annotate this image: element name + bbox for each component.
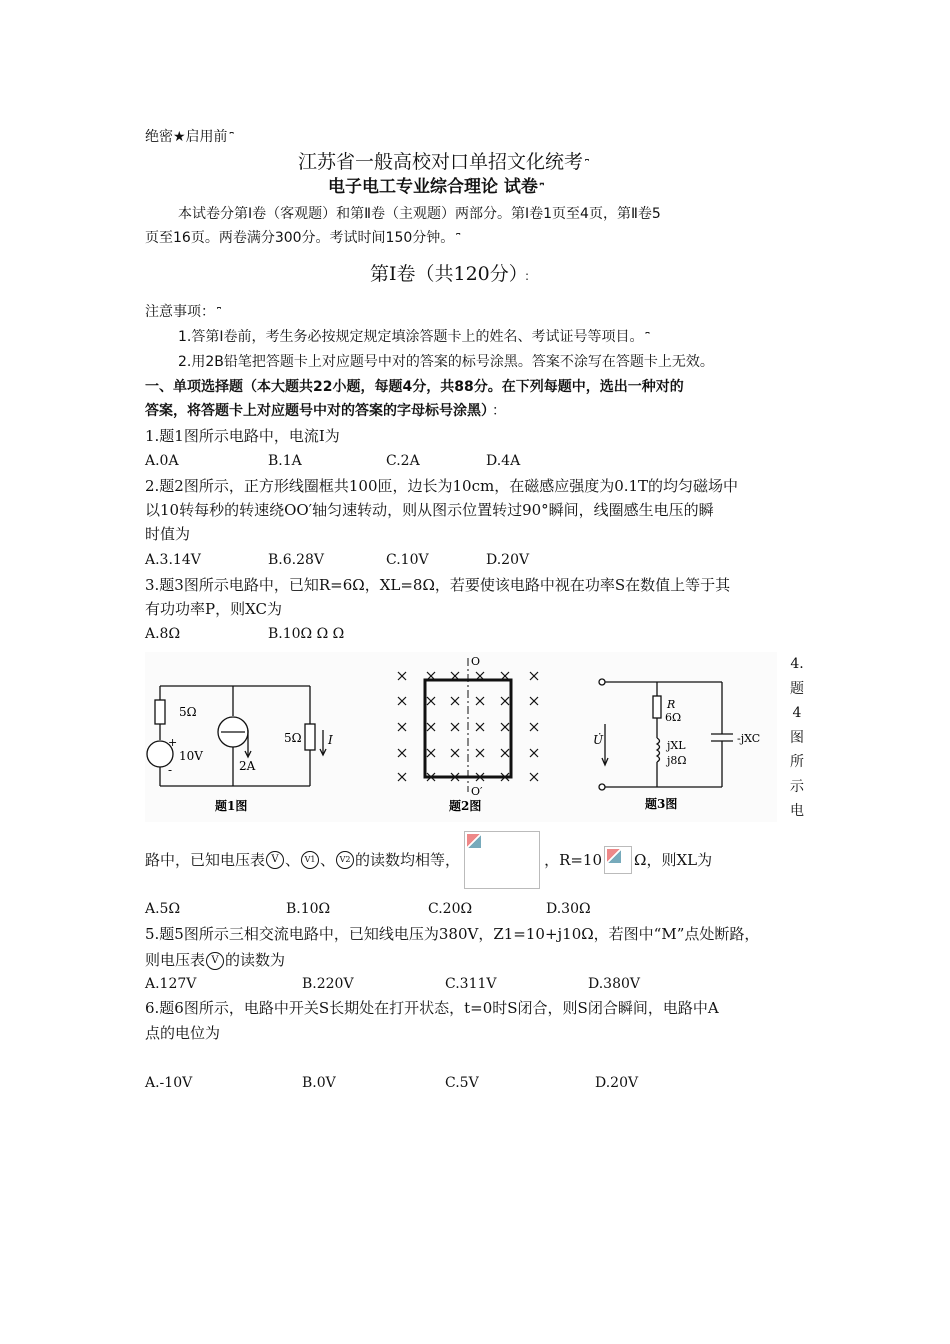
- q4-side-char: 电: [790, 803, 804, 819]
- q6-stem-line-2: 点的电位为: [145, 1024, 221, 1042]
- intro-line-1: 本试卷分第Ⅰ卷（客观题）和第Ⅱ卷（主观题）两部分。第Ⅰ卷1页至4页，第Ⅱ卷5: [178, 206, 661, 222]
- q1-option-a: A.0A: [145, 453, 179, 469]
- q6-stem-line-1: 6.题6图所示，电路中开关S长期处在打开状态，t=0时S闭合，则S闭合瞬间，电路中A: [145, 999, 719, 1017]
- notes-heading: 注意事项： ⎴: [145, 304, 221, 320]
- q4-side-char: 4.: [790, 656, 804, 672]
- q1-stem: 1.题1图所示电路中，电流I为: [145, 427, 340, 445]
- fig2-axis-bottom-label: O′: [471, 785, 483, 798]
- voltmeter-v1-icon: V1: [301, 851, 319, 869]
- q4-side-char: 示: [790, 778, 804, 795]
- q4-option-a: A.5Ω: [145, 901, 181, 917]
- q2-option-c: C.10V: [386, 552, 429, 568]
- q2-option-d: D.20V: [486, 552, 530, 568]
- q6-option-b: B.0V: [302, 1075, 336, 1091]
- q5-stem-line-1: 5.题5图所示三相交流电路中，已知线电压为380V，Z1=10+j10Ω，若图中“M”点处断路，: [145, 925, 760, 943]
- fig1-r1-label: 5Ω: [179, 705, 197, 719]
- fig1-plus-label: +: [168, 736, 178, 749]
- notes-item-2: 2.用2B铅笔把答题卡上对应题号中对的答案的标号涂黑。答案不涂写在答题卡上无效。: [178, 354, 714, 370]
- fig1-r2-label: 5Ω: [284, 731, 302, 745]
- secret-label: 绝密★启用前 ⎴: [145, 129, 234, 145]
- paper-title: 电子电工专业综合理论 试卷 ⎴: [328, 177, 544, 197]
- section-heading-line-2: 答案，将答题卡上对应题号中对的答案的字母标号涂黑） ：: [145, 403, 506, 419]
- q1-option-b: B.1A: [268, 453, 302, 469]
- fig1-caption: 题1图: [215, 799, 248, 813]
- q4-side-char: 题: [790, 680, 804, 697]
- q4-side-char: 4: [792, 705, 802, 721]
- fig3-r-value: 6Ω: [665, 711, 682, 724]
- q5-option-c: C.311V: [445, 976, 497, 992]
- q3-stem-line-2: 有功功率P，则XC为: [145, 600, 282, 618]
- q4-side-text: [787, 652, 807, 824]
- fig1-minus-label: -: [168, 763, 173, 777]
- fig2-axis-top-label: O: [471, 655, 481, 668]
- q4-side-char: 所: [790, 754, 804, 770]
- voltmeter-v-icon: V: [266, 851, 284, 869]
- part-title: 第Ⅰ卷（共120分） ：: [370, 263, 537, 285]
- q2-stem-line-1: 2.题2图所示，正方形线圈框共100匝，边长为10cm，在磁感应强度为0.1T的均匀磁场中: [145, 477, 739, 495]
- q2-stem-line-2: 以10转每秒的转速绕OO′轴匀速转动，则从图示位置转过90°瞬间，线圈感生电压的瞬: [145, 501, 714, 519]
- notes-item-1: 1.答第Ⅰ卷前，考生务必按规定规定填涂答题卡上的姓名、考试证号等项目。 ⎴: [178, 329, 650, 345]
- q4-side-char: 图: [790, 729, 804, 746]
- intro-line-2: 页至16页。两卷满分300分。考试时间150分钟。 ⎴: [145, 230, 461, 246]
- q3-option-b: B.10Ω Ω Ω: [268, 626, 345, 642]
- fig1-source-v-label: 10V: [179, 749, 203, 763]
- exam-title: 江苏省一般高校对口单招文化统考 ⎴: [298, 151, 590, 173]
- q1-option-d: D.4A: [486, 453, 521, 469]
- q4-option-b: B.10Ω: [286, 901, 331, 917]
- q3-stem-line-1: 3.题3图所示电路中，已知R=6Ω，XL=8Ω，若要使该电路中视在功率S在数值上等于其: [145, 576, 731, 594]
- q2-stem-line-3: 时值为: [145, 525, 191, 543]
- q5-stem-line-2: 则电压表 V 的读数为: [145, 951, 286, 969]
- voltmeter-v-icon: V: [206, 952, 224, 970]
- q4-stem: 路中，已知电压表 V 、 V1 、 V2 的读数均相等， ，R=10 Ω，则XL为: [145, 828, 712, 890]
- q5-option-a: A.127V: [145, 976, 197, 992]
- fig3-xc-label: -jXC: [737, 732, 761, 745]
- voltmeter-v2-icon: V2: [336, 851, 354, 869]
- fig3-caption: 题3图: [645, 797, 678, 811]
- fig3-r-label: R: [667, 698, 676, 711]
- q4-option-d: D.30Ω: [546, 901, 591, 917]
- fig3-xl-label: jXL: [667, 739, 686, 752]
- figure-strip: [145, 652, 777, 822]
- section-heading-line-1: 一、单项选择题（本大题共22小题，每题4分，共88分。在下列每题中，选出一种对的: [145, 379, 684, 395]
- fig3-u-label: U̇: [593, 733, 604, 747]
- broken-image-icon: [464, 831, 540, 889]
- q6-option-c: C.5V: [445, 1075, 479, 1091]
- fig2-caption: 题2图: [449, 799, 482, 813]
- q6-option-a: A.-10V: [145, 1075, 193, 1091]
- q1-option-c: C.2A: [386, 453, 420, 469]
- fig1-source-i-label: 2A: [239, 759, 256, 773]
- q2-option-a: A.3.14V: [145, 552, 201, 568]
- q5-option-b: B.220V: [302, 976, 354, 992]
- q3-option-a: A.8Ω: [145, 626, 181, 642]
- q6-option-d: D.20V: [595, 1075, 639, 1091]
- fig3-xl-value: j8Ω: [667, 754, 687, 767]
- q5-option-d: D.380V: [588, 976, 641, 992]
- q2-option-b: B.6.28V: [268, 552, 325, 568]
- q4-option-c: C.20Ω: [428, 901, 473, 917]
- broken-image-icon: [604, 846, 632, 874]
- fig1-current-label: I: [328, 733, 333, 747]
